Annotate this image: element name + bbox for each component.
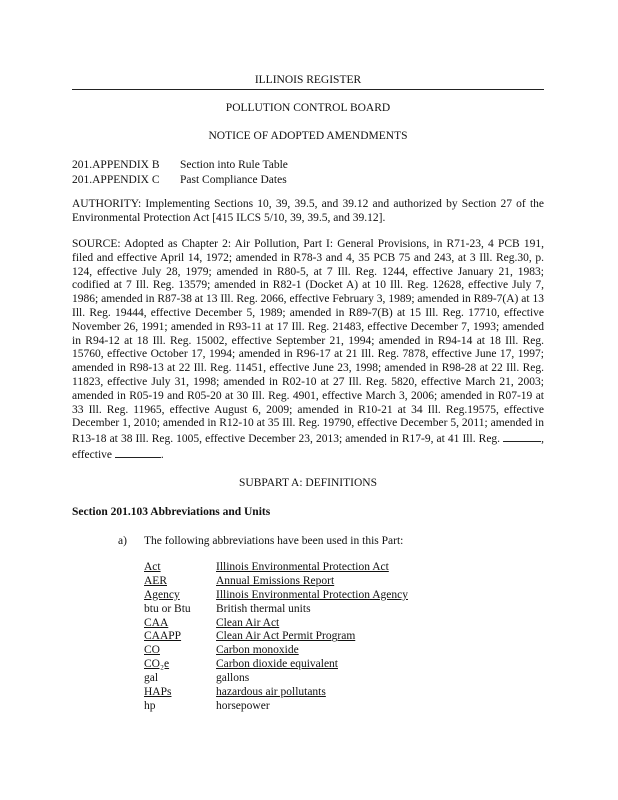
- register-title: ILLINOIS REGISTER: [254, 74, 362, 86]
- abbreviation-definition: hazardous air pollutants: [216, 686, 326, 699]
- abbreviation-term: Agency: [144, 588, 180, 601]
- authority-paragraph: AUTHORITY: Implementing Sections 10, 39, 39.5, and 39.12 and authorized by Section 27 of the Environmental Protection Act [415 ILCS 5/10, 39, 39.5, and 39.12].: [72, 198, 544, 224]
- agency-title: POLLUTION CONTROL BOARD: [225, 102, 391, 114]
- abbreviation-row: [144, 700, 408, 714]
- abbreviation-term: gal: [144, 672, 159, 685]
- abbreviation-term: CAA: [144, 616, 169, 629]
- source-text: SOURCE: Adopted as Chapter 2: Air Pollution, Part I: General Provisions, in R71-23, 4 PCB 191, filed and effective April 14, 1972; amended in R78-3 and 4, 35 PCB 75 and 243, at 3 Ill. Reg.30, p. 124, effective July 28, 1979; amended in R80-5, at 7 Ill. Reg. 1244, effective January 21, 1983; codified at 7 Ill. Reg. 13579; amended in R82-1 (Docket A) at 10 Ill. Reg. 12628, effective July 7, 1986; amended in R87-38 at 13 Ill. Reg. 2066, effective February 3, 1989; amended in R89-7(A) at 13 Ill. Reg. 19444, effective December 5, 1989; amended in R89-7(B) at 15 Ill. Reg. 17710, effective November 26, 1991; amended in R93-11 at 17 Ill. Reg. 21483, effective December 7, 1993; amended in R94-12 at 18 Ill. Reg. 15002, effective September 21, 1994; amended in R94-14 at 18 Ill. Reg. 15760, effective October 17, 1994; amended in R96-17 at 21 Ill. Reg. 7878, effective June 17, 1997; amended in R98-13 at 22 Ill. Reg. 11451, effective June 23, 1998; amended in R98-28 at 22 Ill. Reg. 11823, effective July 31, 1998; amended in R02-10 at 27 Ill. Reg. 5820, effective March 21, 2003; amended in R05-19 and R05-20 at 30 Ill. Reg. 4901, effective March 3, 2006; amended in R07-19 at 33 Ill. Reg. 11965, effective August 6, 2009; amended in R10-21 at 34 Ill. Reg.19575, effective December 1, 2010; amended in R12-10 at 35 Ill. Reg. 19790, effective December 5, 2011; amended in R13-18 at 38 Ill. Reg. 1005, effective December 23, 2013; amended in R17-9, at 41 Ill. Reg.: [72, 238, 544, 446]
- blank-register-page: [503, 431, 541, 442]
- abbreviation-term: hp: [144, 699, 156, 712]
- abbreviation-row: [144, 686, 408, 700]
- abbreviation-term: AER: [144, 574, 167, 587]
- appendix-row: [72, 173, 288, 188]
- abbreviation-term: CAAPP: [144, 630, 182, 643]
- source-effective-label: , effective: [72, 433, 544, 461]
- abbreviation-row: [144, 672, 408, 686]
- source-end: .: [160, 448, 164, 461]
- appendix-title: Section into Rule Table: [180, 159, 288, 171]
- appendix-title: Past Compliance Dates: [180, 173, 287, 186]
- abbreviation-definition: Carbon dioxide equivalent: [216, 658, 338, 671]
- abbreviation-definition: Annual Emissions Report: [216, 574, 335, 587]
- abbreviation-definition: British thermal units: [216, 602, 311, 615]
- subpart-title: SUBPART A: DEFINITIONS: [239, 477, 377, 489]
- abbreviation-term: btu or Btu: [144, 602, 191, 615]
- abbreviation-definition: horsepower: [216, 699, 270, 712]
- section-title: Section 201.103 Abbreviations and Units: [72, 506, 271, 518]
- abbreviation-row: [144, 575, 408, 589]
- abbreviation-definition: Illinois Environmental Protection Agency: [216, 588, 408, 601]
- source-paragraph: [72, 238, 544, 463]
- appendix-row: [72, 158, 288, 173]
- appendix-list: [72, 158, 288, 187]
- abbreviation-row: [144, 644, 408, 658]
- abbreviation-row: [144, 561, 408, 575]
- abbreviation-term: HAPs: [144, 686, 172, 699]
- abbreviation-list: [144, 561, 408, 714]
- abbreviation-definition: Clean Air Act Permit Program: [216, 630, 356, 643]
- abbreviation-row: [144, 658, 408, 672]
- abbreviation-row: [144, 603, 408, 617]
- abbreviation-definition: Illinois Environmental Protection Act: [216, 561, 389, 573]
- abbreviation-definition: gallons: [216, 672, 250, 685]
- blank-effective-date: [115, 447, 161, 458]
- abbreviation-term: CO₂e: [144, 658, 170, 671]
- abbreviation-row: [144, 617, 408, 631]
- register-header: [72, 73, 544, 90]
- notice-title: NOTICE OF ADOPTED AMENDMENTS: [208, 130, 408, 142]
- appendix-code: 201.APPENDIX C: [72, 173, 160, 186]
- subsection-text: The following abbreviations have been used in this Part:: [144, 535, 404, 547]
- abbreviation-row: [144, 589, 408, 603]
- abbreviation-row: [144, 630, 408, 644]
- abbreviation-term: Act: [144, 561, 161, 573]
- abbreviation-definition: Carbon monoxide: [216, 644, 299, 657]
- abbreviation-definition: Clean Air Act: [216, 616, 280, 629]
- appendix-code: 201.APPENDIX B: [72, 159, 160, 171]
- subsection-letter: a): [118, 535, 127, 547]
- abbreviation-term: CO: [144, 644, 160, 657]
